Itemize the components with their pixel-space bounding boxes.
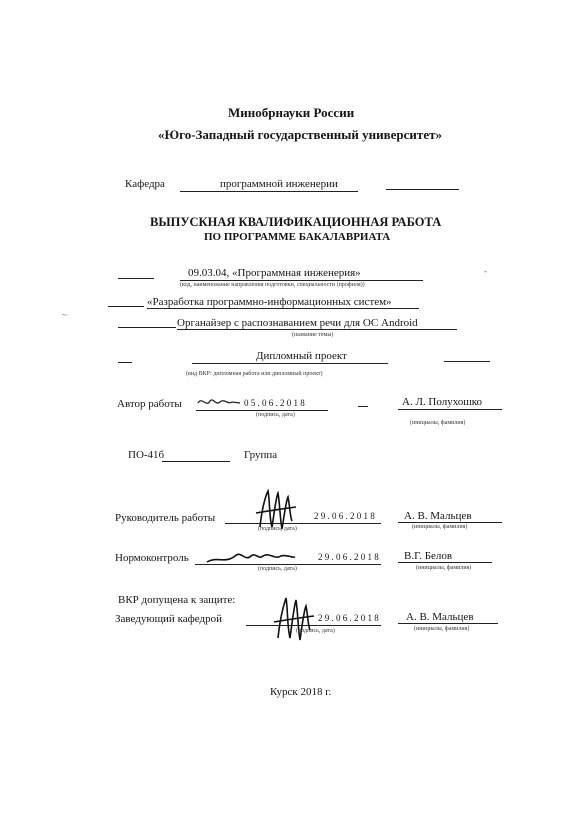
author-name-line <box>398 409 502 410</box>
normcontrol-name-caption: (инициалы, фамилия) <box>416 565 472 571</box>
supervisor-date-caption: (подпись, дата) <box>258 526 297 532</box>
head-signature <box>268 594 318 644</box>
direction-prefix-line <box>118 278 154 279</box>
topic-line <box>177 329 457 330</box>
topic-value: Органайзер с распознаванием речи для ОС Android <box>177 317 418 329</box>
profile-value: «Разработка программно-информационных систем» <box>147 296 392 308</box>
author-name-caption: (инициалы, фамилия) <box>410 420 466 426</box>
supervisor-line <box>225 523 381 524</box>
group-line <box>162 461 230 462</box>
author-label: Автор работы <box>117 398 182 410</box>
department-label: Кафедра <box>125 178 165 190</box>
direction-line <box>180 280 423 281</box>
supervisor-name-caption: (инициалы, фамилия) <box>412 524 468 530</box>
direction-value: 09.03.04, «Программная инженерия» <box>188 267 361 279</box>
topic-caption: (название темы) <box>292 332 334 338</box>
work-type-prefix-line <box>118 362 132 363</box>
normcontrol-signature <box>205 546 297 568</box>
department-value: программной инженерии <box>220 178 338 190</box>
normcontrol-date: 2 9 . 0 6 . 2 0 1 8 <box>318 552 379 562</box>
author-line <box>196 410 328 411</box>
department-line-extra <box>386 189 459 190</box>
department-line <box>180 191 358 192</box>
direction-mark: - <box>484 266 487 276</box>
work-type-line <box>192 363 388 364</box>
normcontrol-name-line <box>398 562 492 563</box>
author-name: А. Л. Полухошко <box>402 396 483 408</box>
head-of-department-label: Заведующий кафедрой <box>115 613 222 625</box>
work-type-caption: (вид ВКР: дипломная работа или дипломный проект) <box>186 371 323 377</box>
work-type-line-extra <box>444 361 490 362</box>
city-year: Курск 2018 г. <box>270 686 332 698</box>
work-title-line1: ВЫПУСКНАЯ КВАЛИФИКАЦИОННАЯ РАБОТА <box>150 215 442 229</box>
normcontrol-date-caption: (подпись, дата) <box>258 566 297 572</box>
author-date-caption: (подпись, дата) <box>256 412 295 418</box>
work-type-value: Дипломный проект <box>256 350 347 362</box>
group-label: Группа <box>244 449 278 461</box>
admission-name: А. В. Мальцев <box>406 611 474 623</box>
supervisor-date: 2 9 . 0 6 . 2 0 1 8 <box>314 511 375 521</box>
topic-prefix-line <box>118 327 176 328</box>
margin-mark: ~ <box>62 310 67 320</box>
supervisor-name: А. В. Мальцев <box>404 510 472 522</box>
profile-line <box>147 308 419 309</box>
supervisor-name-line <box>398 522 502 523</box>
work-title-line2: ПО ПРОГРАММЕ БАКАЛАВРИАТА <box>204 231 391 243</box>
normcontrol-label: Нормоконтроль <box>115 552 189 564</box>
ministry-name: Минобрнауки России <box>228 105 355 120</box>
admission-label: ВКР допущена к защите: <box>118 594 236 606</box>
author-dash <box>358 406 368 407</box>
admission-date-caption: (подпись, дата) <box>296 628 335 634</box>
author-signature <box>196 394 242 410</box>
admission-name-line <box>398 623 498 624</box>
admission-date: 2 9 . 0 6 . 2 0 1 8 <box>318 613 379 623</box>
supervisor-label: Руководитель работы <box>115 512 216 524</box>
normcontrol-name: В.Г. Белов <box>404 550 453 562</box>
group-value: ПО-41б <box>128 449 165 461</box>
university-name: «Юго-Западный государственный университет» <box>158 127 442 142</box>
admission-name-caption: (инициалы, фамилия) <box>414 626 470 632</box>
direction-caption: (код, наименование направления подготовки, специальности (профиля)) <box>180 282 365 288</box>
profile-prefix-line <box>108 306 144 307</box>
author-date: 0 5 . 0 6 . 2 0 1 8 <box>244 398 305 408</box>
